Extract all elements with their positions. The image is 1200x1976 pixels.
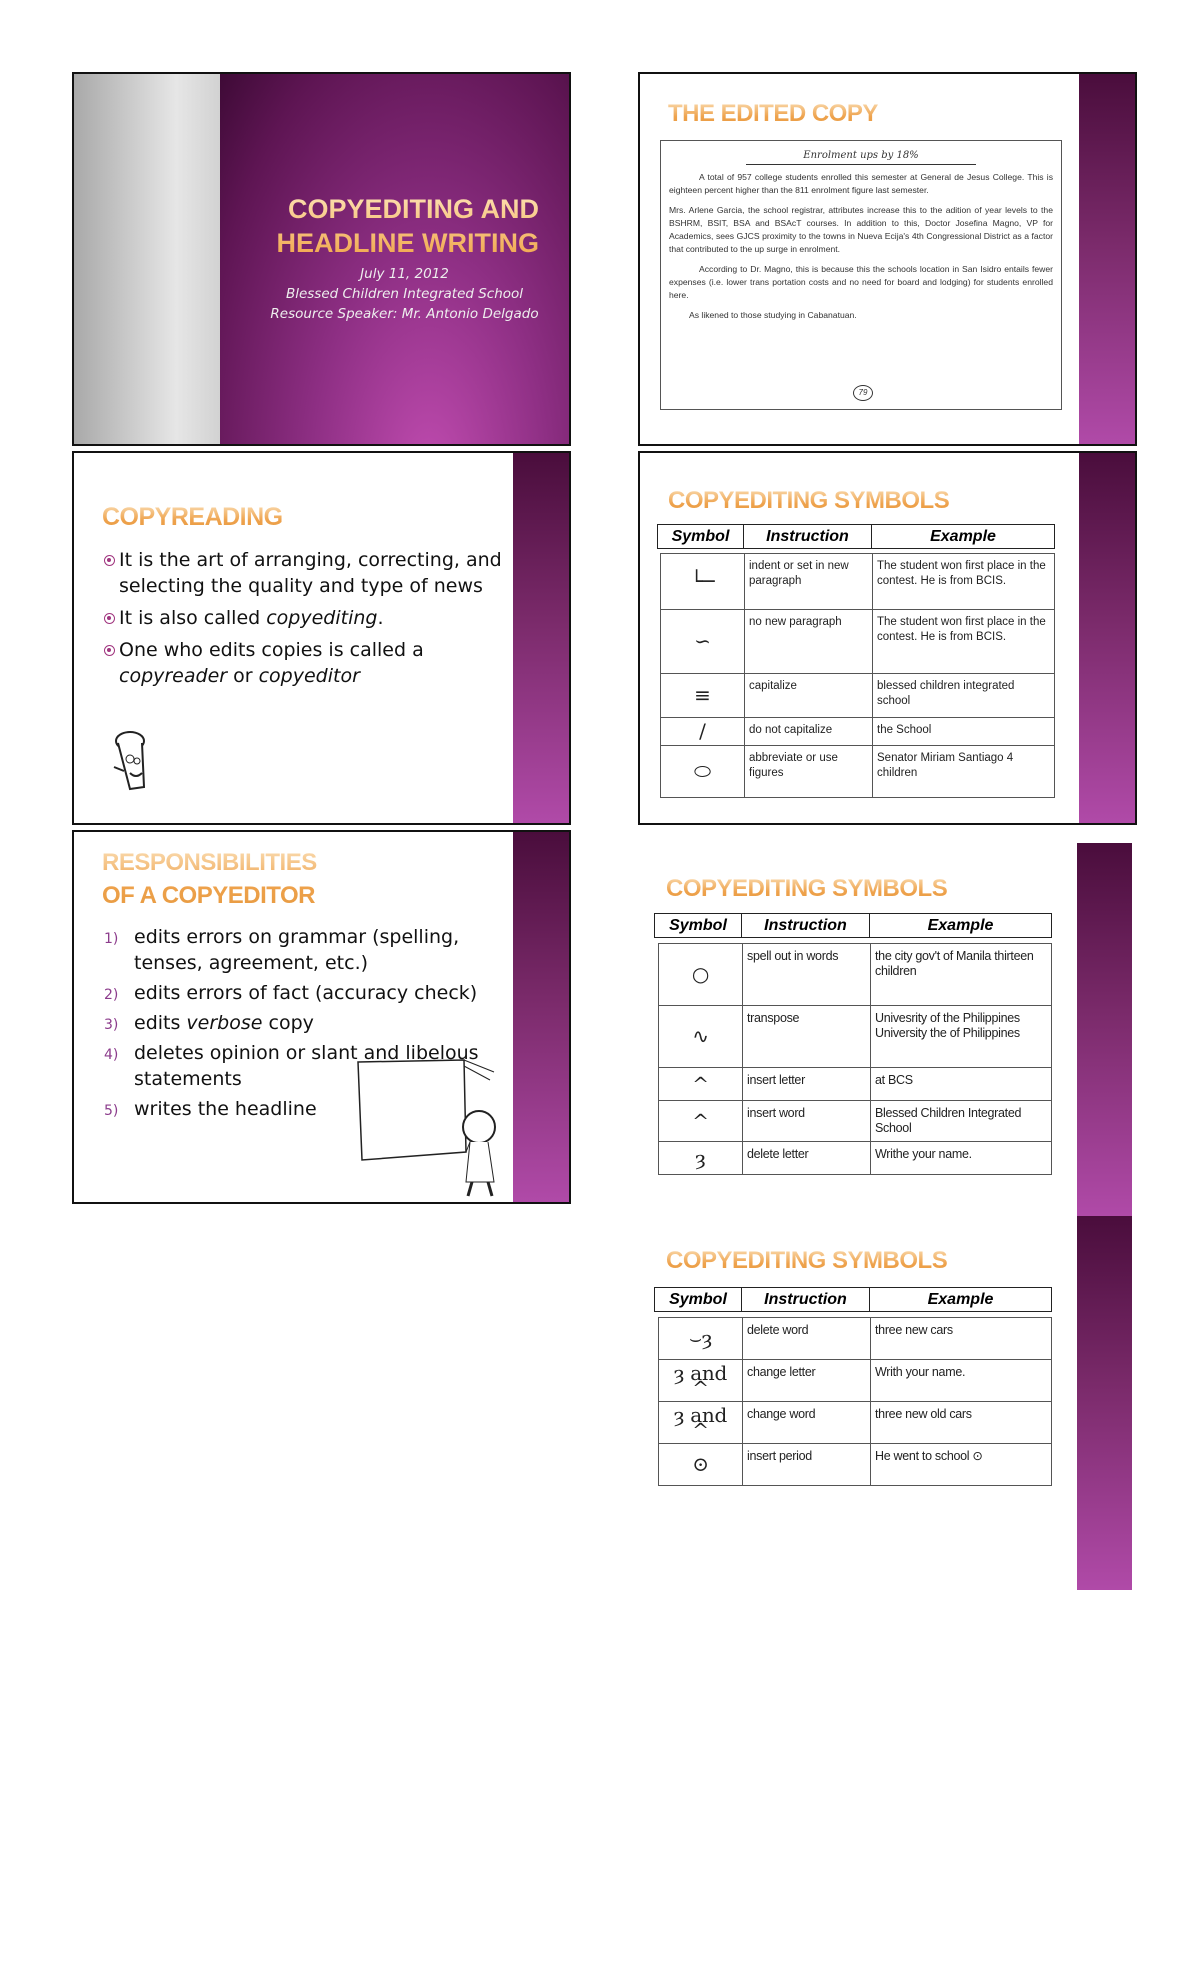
instruction-cell: insert period bbox=[743, 1444, 871, 1486]
table-header bbox=[657, 524, 1055, 549]
speaker: Resource Speaker: Mr. Antonio Delgado bbox=[270, 306, 539, 322]
item-number: 4) bbox=[104, 1047, 119, 1063]
bullet-emphasis: copyeditor bbox=[258, 665, 360, 687]
instruction-cell: insert word bbox=[743, 1101, 871, 1142]
bullet-text: or bbox=[227, 665, 259, 687]
table-row bbox=[659, 1318, 1052, 1360]
example-cell: Writh your name. bbox=[871, 1360, 1052, 1402]
header-example: Example bbox=[872, 525, 1055, 549]
item-number: 2) bbox=[104, 987, 119, 1003]
bullet-text: One who edits copies is called a bbox=[119, 639, 424, 661]
example-cell: Senator Miriam Santiago 4 children bbox=[873, 746, 1055, 798]
slide-edited-copy[interactable] bbox=[638, 72, 1137, 446]
table-row bbox=[661, 674, 1055, 718]
handwritten-headline: Enrolment ups by 18% bbox=[746, 149, 976, 165]
bullet-item bbox=[104, 637, 504, 689]
header-instruction: Instruction bbox=[742, 914, 870, 938]
bullet-emphasis: copyediting bbox=[266, 607, 378, 629]
instruction-cell: capitalize bbox=[745, 674, 873, 718]
symbol-cell: ⌣ȝ bbox=[659, 1318, 743, 1360]
slide-copyreading[interactable] bbox=[72, 451, 571, 825]
symbol-cell: ȝ bbox=[659, 1142, 743, 1175]
symbol-cell: ○ bbox=[659, 944, 743, 1006]
heading-line-2: OF A COPYEDITOR bbox=[102, 882, 315, 909]
bullet-emphasis: copyreader bbox=[119, 665, 228, 687]
cartoon-newspaper-reader-icon bbox=[354, 1052, 514, 1202]
bullet-icon bbox=[104, 613, 115, 624]
instruction-cell: transpose bbox=[743, 1006, 871, 1068]
slide-copyediting-symbols-1[interactable] bbox=[638, 451, 1137, 825]
table-row bbox=[661, 746, 1055, 798]
header-example: Example bbox=[870, 1288, 1052, 1312]
table-row bbox=[659, 1068, 1052, 1101]
bullet-icon bbox=[104, 645, 115, 656]
list-item bbox=[104, 980, 504, 1006]
instruction-cell: abbreviate or use figures bbox=[745, 746, 873, 798]
header-instruction: Instruction bbox=[742, 1288, 870, 1312]
item-text: writes the headline bbox=[134, 1098, 317, 1120]
table-row bbox=[659, 1142, 1052, 1175]
slide-heading bbox=[102, 846, 317, 912]
list-item bbox=[104, 924, 504, 976]
example-cell: Univesrity of the Philippines University the of Philippines bbox=[871, 1006, 1052, 1068]
slide-heading: COPYEDITING SYMBOLS bbox=[666, 1247, 948, 1274]
instruction-cell: do not capitalize bbox=[745, 718, 873, 746]
table-row bbox=[659, 944, 1052, 1006]
doc-paragraph: According to Dr. Magno, this is because this the schools location in San Isidro entails fewer expenses (i.e. lower trans portation costs and no need for board and lodging) for students enrolled here. bbox=[669, 264, 1053, 300]
symbol-cell: ȝ and ^ bbox=[659, 1402, 743, 1444]
title-line-1: COPYEDITING AND bbox=[287, 194, 539, 224]
slide-heading: COPYEDITING SYMBOLS bbox=[668, 487, 950, 514]
item-number: 3) bbox=[104, 1017, 119, 1033]
symbol-cell: ^ bbox=[659, 1068, 743, 1101]
instruction-cell: change word bbox=[743, 1402, 871, 1444]
item-text: edits errors of fact (accuracy check) bbox=[134, 982, 478, 1004]
header-example: Example bbox=[870, 914, 1052, 938]
symbol-cell: / bbox=[661, 718, 745, 746]
table-header bbox=[654, 1287, 1052, 1312]
example-cell: three new cars bbox=[871, 1318, 1052, 1360]
instruction-cell: change letter bbox=[743, 1360, 871, 1402]
symbols-table bbox=[660, 553, 1055, 798]
example-cell: He went to school ⊙ bbox=[871, 1444, 1052, 1486]
table-row bbox=[661, 554, 1055, 610]
item-emphasis: verbose bbox=[186, 1012, 263, 1034]
table-row bbox=[659, 1101, 1052, 1142]
slide-responsibilities[interactable] bbox=[72, 830, 571, 1204]
heading-line-1: RESPONSIBILITIES bbox=[102, 849, 317, 876]
symbol-cell: ȝ and ^ bbox=[659, 1360, 743, 1402]
slide-copyediting-symbols-3[interactable] bbox=[638, 1216, 1137, 1590]
example-cell: Blessed Children Integrated School bbox=[871, 1101, 1052, 1142]
bullet-icon bbox=[104, 555, 115, 566]
table-header bbox=[654, 913, 1052, 938]
bullet-text: It is the art of arranging, correcting, and selecting the quality and type of news bbox=[119, 549, 502, 597]
header-symbol: Symbol bbox=[655, 1288, 742, 1312]
item-text: edits bbox=[134, 1012, 187, 1034]
table-row bbox=[661, 718, 1055, 746]
subtitle bbox=[220, 264, 569, 324]
scanned-document bbox=[660, 140, 1062, 410]
item-text: edits errors on grammar (spelling, tenses, agreement, etc.) bbox=[134, 926, 460, 974]
date: July 11, 2012 bbox=[360, 266, 449, 282]
item-number: 1) bbox=[104, 931, 119, 947]
slide-heading: THE EDITED COPY bbox=[668, 100, 878, 127]
item-number: 5) bbox=[104, 1103, 119, 1119]
example-cell: The student won first place in the contest. He is from BCIS. bbox=[873, 610, 1055, 674]
example-cell: blessed children integrated school bbox=[873, 674, 1055, 718]
instruction-cell: indent or set in new paragraph bbox=[745, 554, 873, 610]
table-row bbox=[659, 1360, 1052, 1402]
example-cell: three new old cars bbox=[871, 1402, 1052, 1444]
symbol-cell: ≡ bbox=[661, 674, 745, 718]
example-cell: at BCS bbox=[871, 1068, 1052, 1101]
header-symbol: Symbol bbox=[658, 525, 744, 549]
purple-sidebar bbox=[513, 832, 569, 1202]
example-cell: the School bbox=[873, 718, 1055, 746]
symbol-cell: ∽ bbox=[661, 610, 745, 674]
doc-paragraph: As likened to those studying in Cabanatuan. bbox=[689, 310, 857, 320]
example-cell: the city gov't of Manila thirteen children bbox=[871, 944, 1052, 1006]
purple-sidebar bbox=[513, 453, 569, 823]
table-row bbox=[659, 1444, 1052, 1486]
header-instruction: Instruction bbox=[744, 525, 872, 549]
doc-paragraph: Mrs. Arlene Garcia, the school registrar, attributes increase this to the adition of year levels to the BSHRM, BSIT, BSA and BSAcT courses. In addition to this, Doctor Josefina Magno, VP for Academics, sees GJCS proximity to the towns in Nueva Ecija's 4th Congressional District as a factor that contributed to the up surge in enrolment. bbox=[669, 205, 1053, 254]
bullet-item bbox=[104, 547, 504, 599]
list-item bbox=[104, 1010, 504, 1036]
example-cell: The student won first place in the contest. He is from BCIS. bbox=[873, 554, 1055, 610]
symbol-cell: ⊙ bbox=[659, 1444, 743, 1486]
bullet-list bbox=[104, 547, 504, 695]
symbols-table bbox=[658, 943, 1052, 1175]
symbol-cell: ⬭ bbox=[661, 746, 745, 798]
school: Blessed Children Integrated School bbox=[285, 286, 524, 302]
slide-heading: COPYREADING bbox=[102, 503, 283, 531]
presentation-title bbox=[277, 192, 540, 260]
doc-paragraph: A total of 957 college students enrolled this semester at General de Jesus College. This is eighteen percent higher than the 811 enrolment figure last semester. bbox=[669, 172, 1053, 195]
instruction-cell: delete word bbox=[743, 1318, 871, 1360]
item-text: deletes opinion or slant and libelous statements bbox=[134, 1042, 479, 1090]
purple-sidebar bbox=[1079, 453, 1135, 823]
slide-title[interactable] bbox=[72, 72, 571, 446]
bullet-item bbox=[104, 605, 504, 631]
example-cell: Writhe your name. bbox=[871, 1142, 1052, 1175]
table-row bbox=[659, 1402, 1052, 1444]
instruction-cell: insert letter bbox=[743, 1068, 871, 1101]
gray-panel bbox=[74, 74, 220, 444]
slide-heading: COPYEDITING SYMBOLS bbox=[666, 875, 948, 902]
slide-copyediting-symbols-2[interactable] bbox=[638, 843, 1137, 1217]
purple-sidebar bbox=[1079, 74, 1135, 444]
table-row bbox=[659, 1006, 1052, 1068]
symbol-cell: └─ bbox=[661, 554, 745, 610]
symbol-cell: ^ bbox=[659, 1101, 743, 1142]
item-text: copy bbox=[262, 1012, 314, 1034]
page-mark: 79 bbox=[853, 385, 873, 401]
bullet-text: . bbox=[377, 607, 384, 629]
table-row bbox=[661, 610, 1055, 674]
symbol-cell: ∿ bbox=[659, 1006, 743, 1068]
bullet-text: It is also called bbox=[119, 607, 267, 629]
title-line-2: HEADLINE WRITING bbox=[276, 228, 539, 258]
header-symbol: Symbol bbox=[655, 914, 742, 938]
instruction-cell: spell out in words bbox=[743, 944, 871, 1006]
purple-sidebar bbox=[1077, 1216, 1132, 1590]
instruction-cell: delete letter bbox=[743, 1142, 871, 1175]
purple-sidebar bbox=[1077, 843, 1132, 1217]
symbols-table bbox=[658, 1317, 1052, 1486]
instruction-cell: no new paragraph bbox=[745, 610, 873, 674]
newspaper-mascot-icon bbox=[110, 729, 160, 801]
